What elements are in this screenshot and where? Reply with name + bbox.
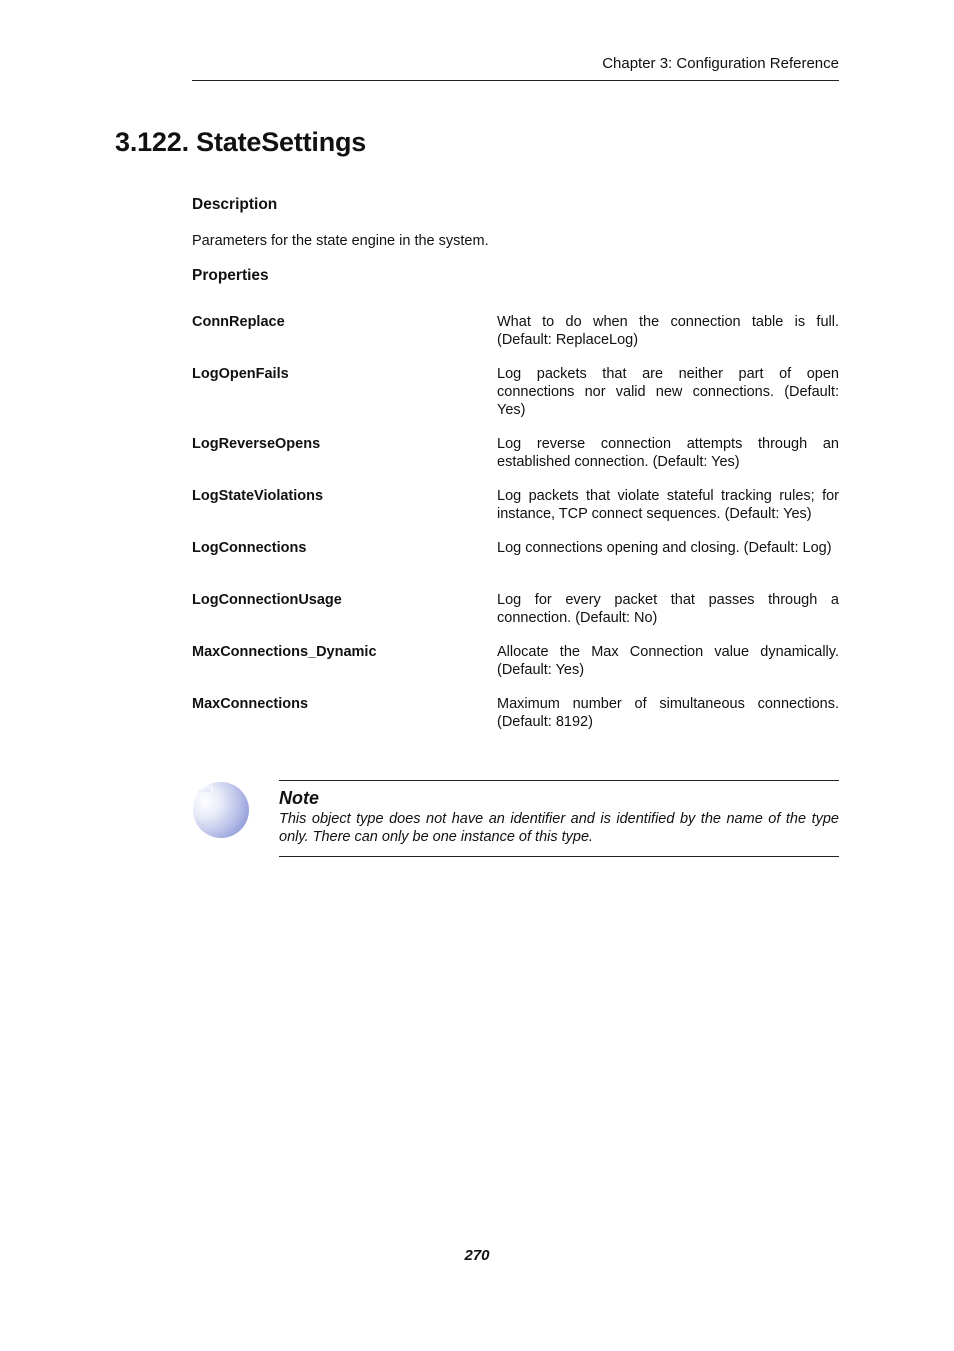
property-row xyxy=(192,313,839,365)
properties-heading: Properties xyxy=(192,267,269,284)
property-row xyxy=(192,487,839,539)
property-row xyxy=(192,435,839,487)
chapter-title: Chapter 3: Configuration Reference xyxy=(602,55,839,72)
property-description: Allocate the Max Connection value dynamically. (Default: Yes) xyxy=(497,644,839,678)
page-number: 270 xyxy=(464,1247,490,1264)
property-description: Log packets that violate stateful tracking rules; for instance, TCP connect sequences. (Default: Yes) xyxy=(497,488,839,522)
section-title: 3.122. StateSettings xyxy=(115,127,367,157)
note-title: Note xyxy=(279,788,319,808)
property-description: Maximum number of simultaneous connections. (Default: 8192) xyxy=(497,696,839,730)
property-name: MaxConnections xyxy=(192,696,309,712)
note-icon xyxy=(192,781,250,839)
property-name: MaxConnections_Dynamic xyxy=(192,644,377,660)
running-header xyxy=(192,54,839,81)
property-name: ConnReplace xyxy=(192,314,285,330)
property-name: LogReverseOpens xyxy=(192,436,321,452)
property-description: Log packets that are neither part of open connections nor valid new connections. (Default: Yes) xyxy=(497,366,839,418)
property-row xyxy=(192,365,839,435)
description-text: Parameters for the state engine in the system. xyxy=(192,233,489,249)
property-name: LogConnections xyxy=(192,540,307,556)
property-row xyxy=(192,643,839,695)
property-description: What to do when the connection table is full. (Default: ReplaceLog) xyxy=(497,314,839,348)
property-description: Log connections opening and closing. (Default: Log) xyxy=(497,540,832,556)
property-description: Log for every packet that passes through a connection. (Default: No) xyxy=(497,592,839,626)
property-name: LogStateViolations xyxy=(192,488,324,504)
property-name: LogConnectionUsage xyxy=(192,592,342,608)
property-row xyxy=(192,591,839,643)
description-heading: Description xyxy=(192,196,278,213)
property-name: LogOpenFails xyxy=(192,366,289,382)
property-row xyxy=(192,539,839,591)
property-row xyxy=(192,695,839,747)
properties-list xyxy=(192,313,839,747)
property-description: Log reverse connection attempts through an established connection. (Default: Yes) xyxy=(497,436,839,470)
note-text: This object type does not have an identifier and is identified by the name of the type only. There can only be one instance of this type. xyxy=(279,811,839,845)
note-box xyxy=(279,780,839,857)
